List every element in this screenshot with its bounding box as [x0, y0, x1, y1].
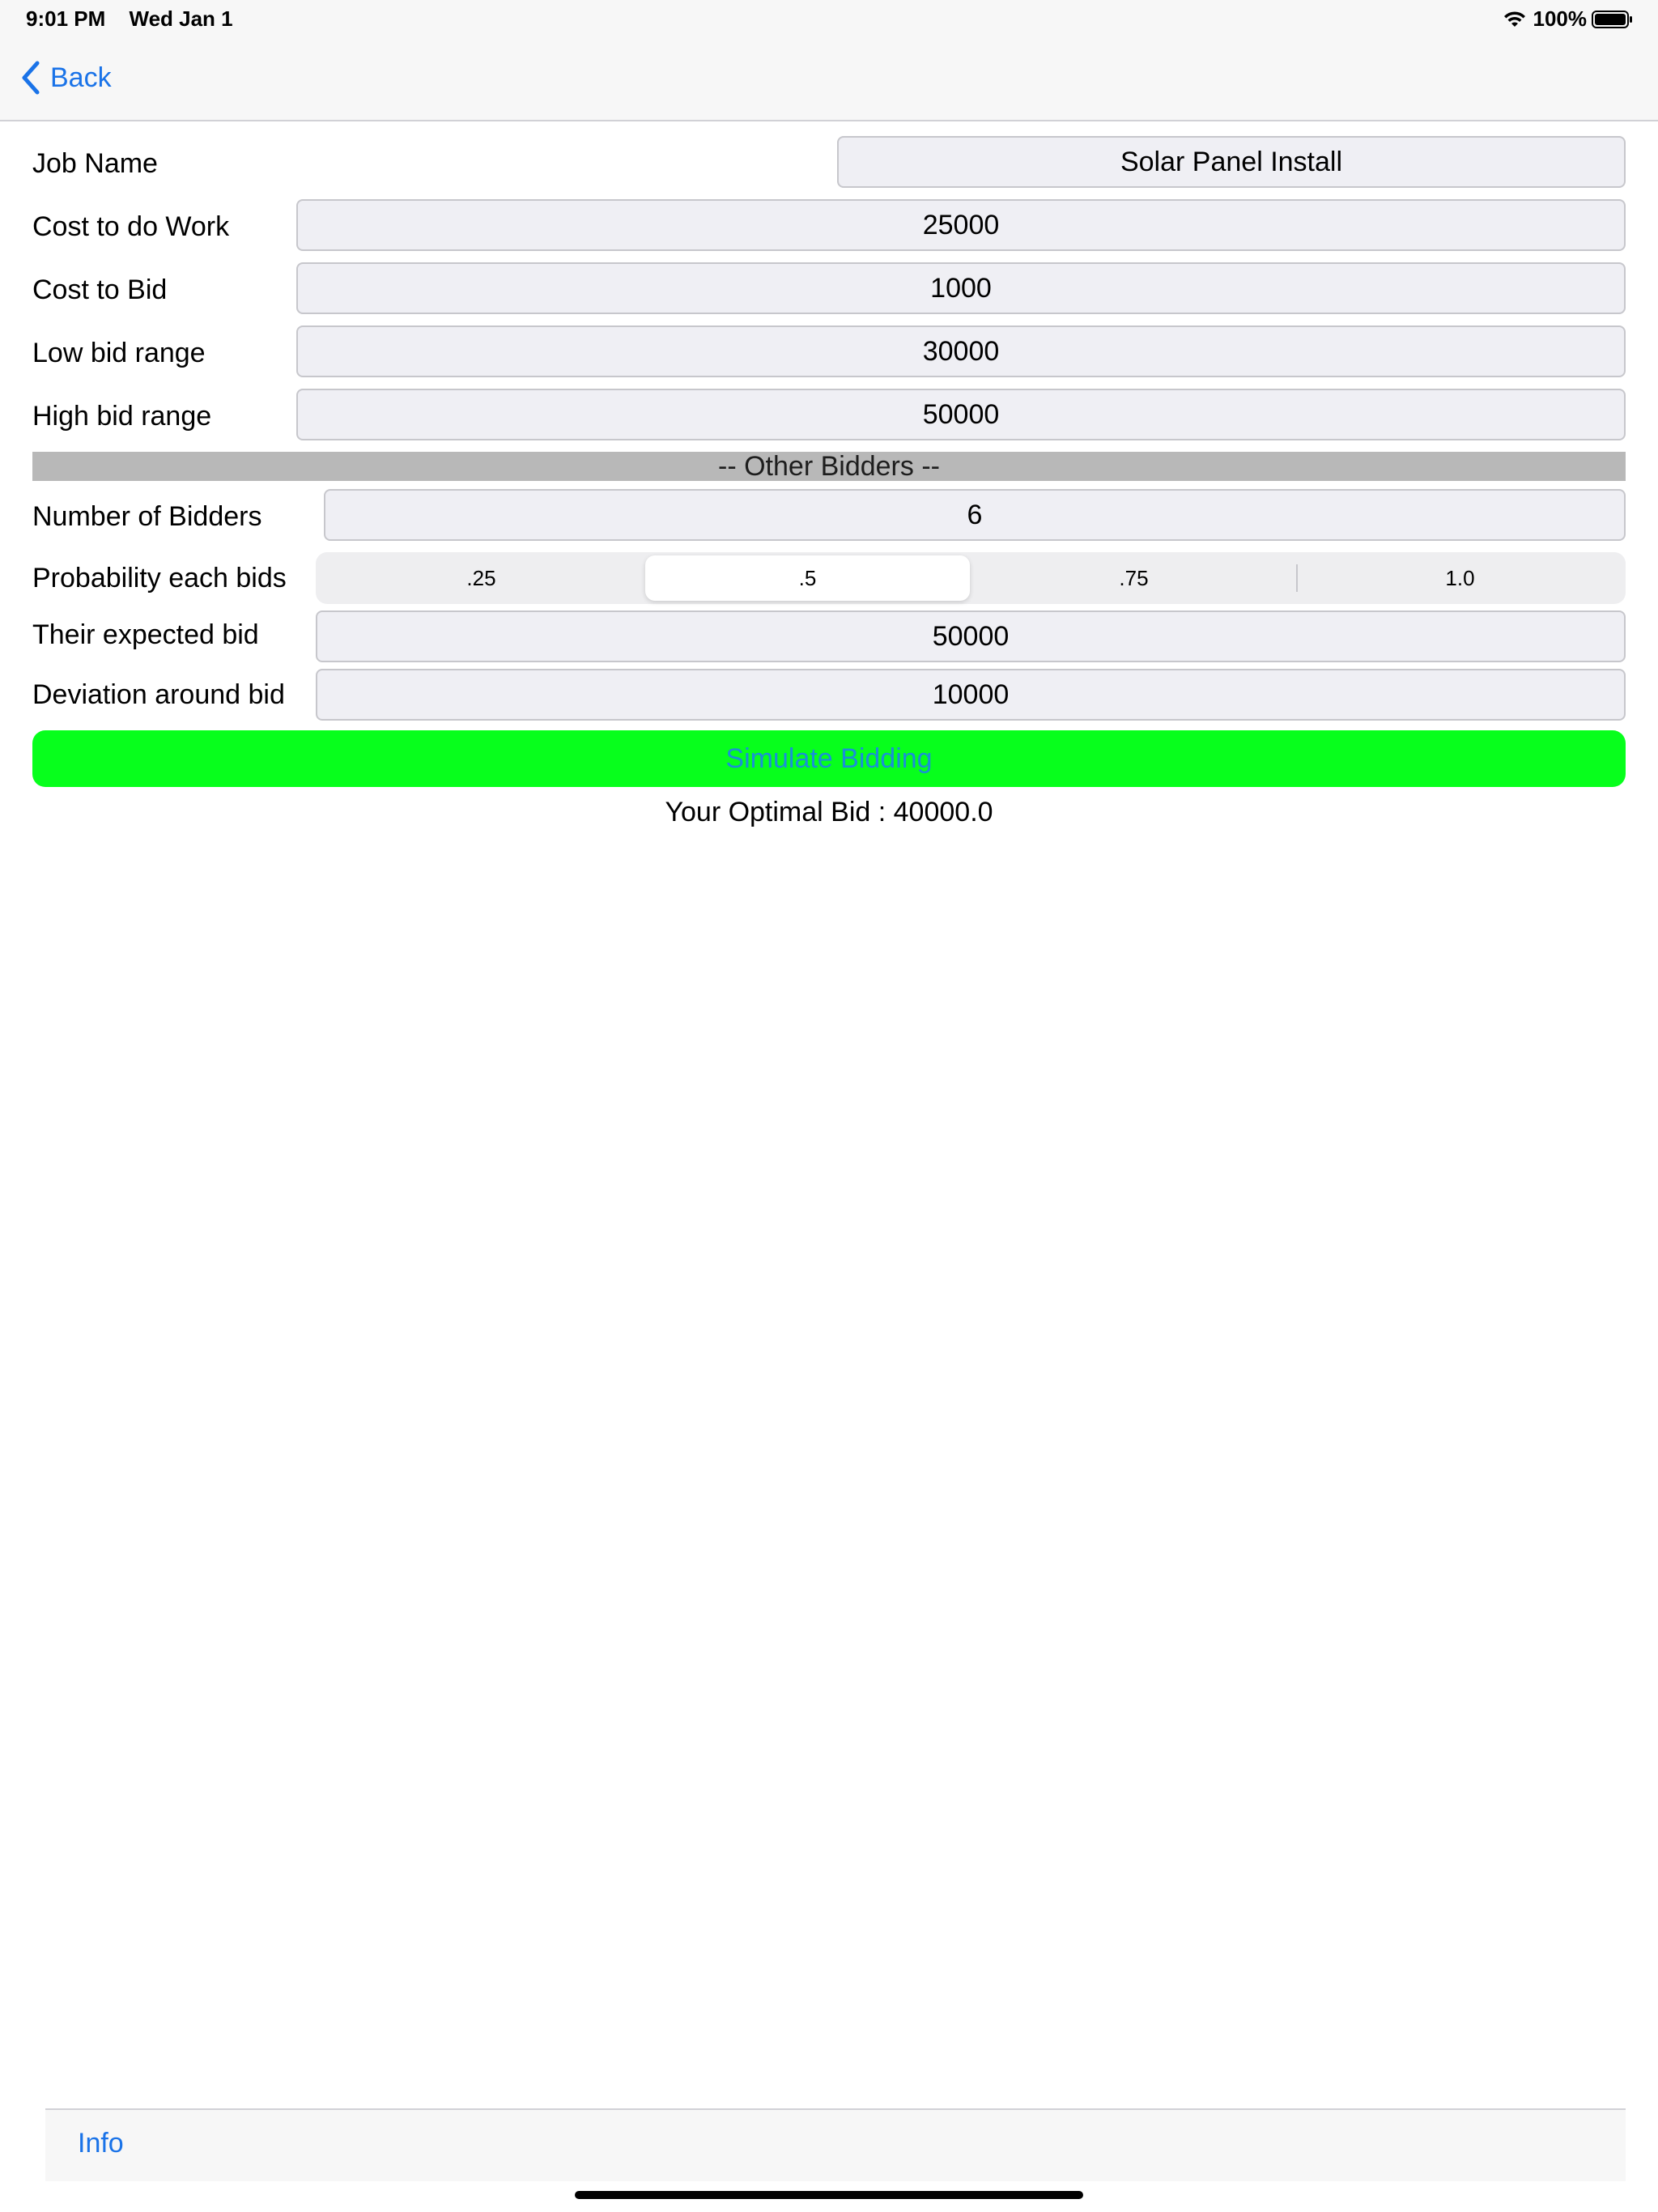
- probability-segmented-control: [316, 552, 1626, 604]
- probability-label: Probability each bids: [32, 563, 287, 593]
- status-bar: [0, 0, 1658, 39]
- simulate-bidding-button[interactable]: Simulate Bidding: [32, 730, 1626, 787]
- back-button-label: Back: [50, 62, 112, 93]
- low-bid-range-input[interactable]: [296, 325, 1626, 377]
- other-bidders-header: -- Other Bidders --: [32, 452, 1626, 481]
- number-of-bidders-label: Number of Bidders: [32, 501, 262, 532]
- optimal-bid-result: Your Optimal Bid : 40000.0: [665, 797, 993, 827]
- probability-segment-75[interactable]: .75: [1119, 566, 1149, 590]
- deviation-label: Deviation around bid: [32, 679, 285, 710]
- expected-bid-input[interactable]: [316, 610, 1626, 662]
- low-bid-range-label: Low bid range: [32, 338, 206, 368]
- probability-segment-5[interactable]: .5: [645, 555, 970, 601]
- cost-to-do-work-label: Cost to do Work: [32, 211, 230, 242]
- home-indicator[interactable]: [575, 2191, 1083, 2199]
- battery-percent: 100%: [1533, 6, 1587, 31]
- deviation-input[interactable]: [316, 669, 1626, 721]
- chevron-left-icon: [19, 60, 40, 96]
- status-time-date: [26, 6, 251, 32]
- back-button[interactable]: [19, 60, 112, 96]
- job-name-input[interactable]: [837, 136, 1626, 188]
- bottom-toolbar: [45, 2108, 1626, 2181]
- high-bid-range-label: High bid range: [32, 401, 212, 432]
- status-time: 9:01 PM: [26, 6, 106, 31]
- status-indicators: [1503, 6, 1635, 32]
- probability-segment-25[interactable]: .25: [466, 566, 496, 590]
- probability-segment-1[interactable]: 1.0: [1445, 566, 1475, 590]
- cost-to-bid-label: Cost to Bid: [32, 274, 168, 305]
- battery-icon: [1592, 10, 1634, 29]
- info-button[interactable]: Info: [78, 2128, 124, 2159]
- expected-bid-label: Their expected bid: [32, 619, 259, 650]
- high-bid-range-input[interactable]: [296, 389, 1626, 440]
- cost-to-bid-input[interactable]: [296, 262, 1626, 314]
- cost-to-do-work-input[interactable]: [296, 199, 1626, 251]
- navigation-bar: [0, 39, 1658, 121]
- job-name-label: Job Name: [32, 148, 158, 179]
- number-of-bidders-input[interactable]: [324, 489, 1626, 541]
- wifi-icon: [1503, 10, 1527, 29]
- status-date: Wed Jan 1: [129, 6, 233, 31]
